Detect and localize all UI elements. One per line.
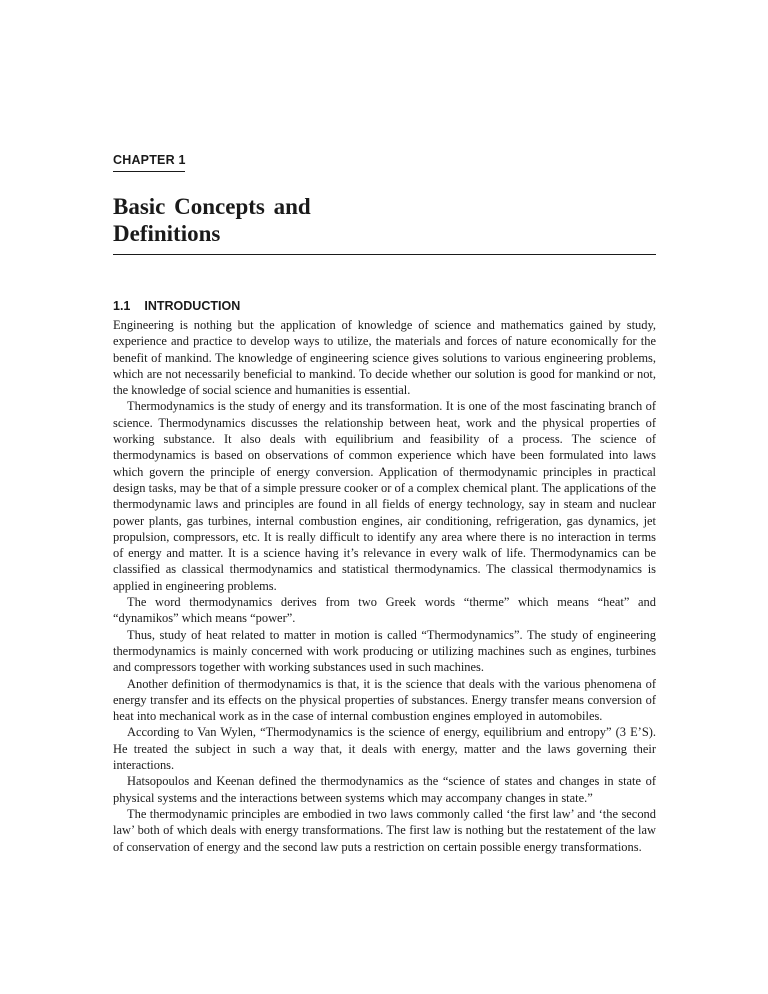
paragraph-5: Another definition of thermodynamics is that, it is the science that deals with the various phenomena of energy transfer and its effects on the physical properties of substances. Energy transfer means conversion of heat into mechanical work as in the case of internal combustion engines employed in automobiles. [113,676,656,724]
chapter-title-rule [113,254,656,255]
book-page [113,0,656,994]
chapter-title [113,193,656,247]
chapter-label: CHAPTER 1 [113,153,186,167]
chapter-label-underline [113,171,185,172]
paragraph-1: Engineering is nothing but the application of knowledge of science and mathematics gained by study, experience and practice to develop ways to utilize, the materials and forces of nature economically for the benefit of mankind. The knowledge of engineering science gives solutions to various engineering problems, which are not necessarily beneficial to mankind. To decide whether our solution is good for mankind or not, the knowledge of social science and humanities is essential. [113,318,656,398]
body-text [113,317,656,855]
section-heading [113,298,240,314]
chapter-title-line-2: Definitions [113,221,221,246]
section-number: 1.1 [113,299,131,313]
section-title: INTRODUCTION [144,299,241,313]
paragraph-7: Hatsopoulos and Keenan defined the thermodynamics as the “science of states and changes in state of physical systems and the interactions between systems which may accompany changes in state.” [113,774,656,805]
paragraph-6: According to Van Wylen, “Thermodynamics is the science of energy, equilibrium and entropy” (3 E’S). He treated the subject in such a way that, it deals with energy, matter and the laws governing their interactions. [113,725,656,773]
paragraph-4: Thus, study of heat related to matter in motion is called “Thermodynamics”. The study of engineering thermodynamics is mainly concerned with work producing or utilizing machines such as engines, turbines and compressors together with working substances used in such machines. [113,627,656,675]
paragraph-2: Thermodynamics is the study of energy and its transformation. It is one of the most fascinating branch of science. Thermodynamics discusses the relationship between heat, work and the physical properties of working substance. It also deals with equilibrium and feasibility of a process. The science of thermodynamics is based on observations of common experience which have been formulated into laws which govern the principle of energy conversion. Application of thermodynamic principles in practical design tasks, may be that of a simple pressure cooker or of a complex chemical plant. The applications of the thermodynamic laws and principles are found in all fields of energy technology, say in steam and nuclear power plants, gas turbines, internal combustion engines, air conditioning, refrigeration, gas dynamics, jet propulsion, compressors, etc. It is really difficult to identify any area where there is no interaction in terms of energy and matter. It is a science having it’s relevance in every walk of life. Thermodynamics can be classified as classical thermodynamics and statistical thermodynamics. The classical thermodynamics is applied in engineering problems. [113,399,656,593]
paragraph-3: The word thermodynamics derives from two Greek words “therme” which means “heat” and “dynamikos” which means “power”. [113,595,656,626]
paragraph-8: The thermodynamic principles are embodied in two laws commonly called ‘the first law’ and ‘the second law’ both of which deals with energy transformations. The first law is nothing but the restatement of the law of conservation of energy and the second law puts a restriction on certain possible energy transformations. [113,806,656,854]
chapter-title-line-1: Basic Concepts and [113,194,311,219]
